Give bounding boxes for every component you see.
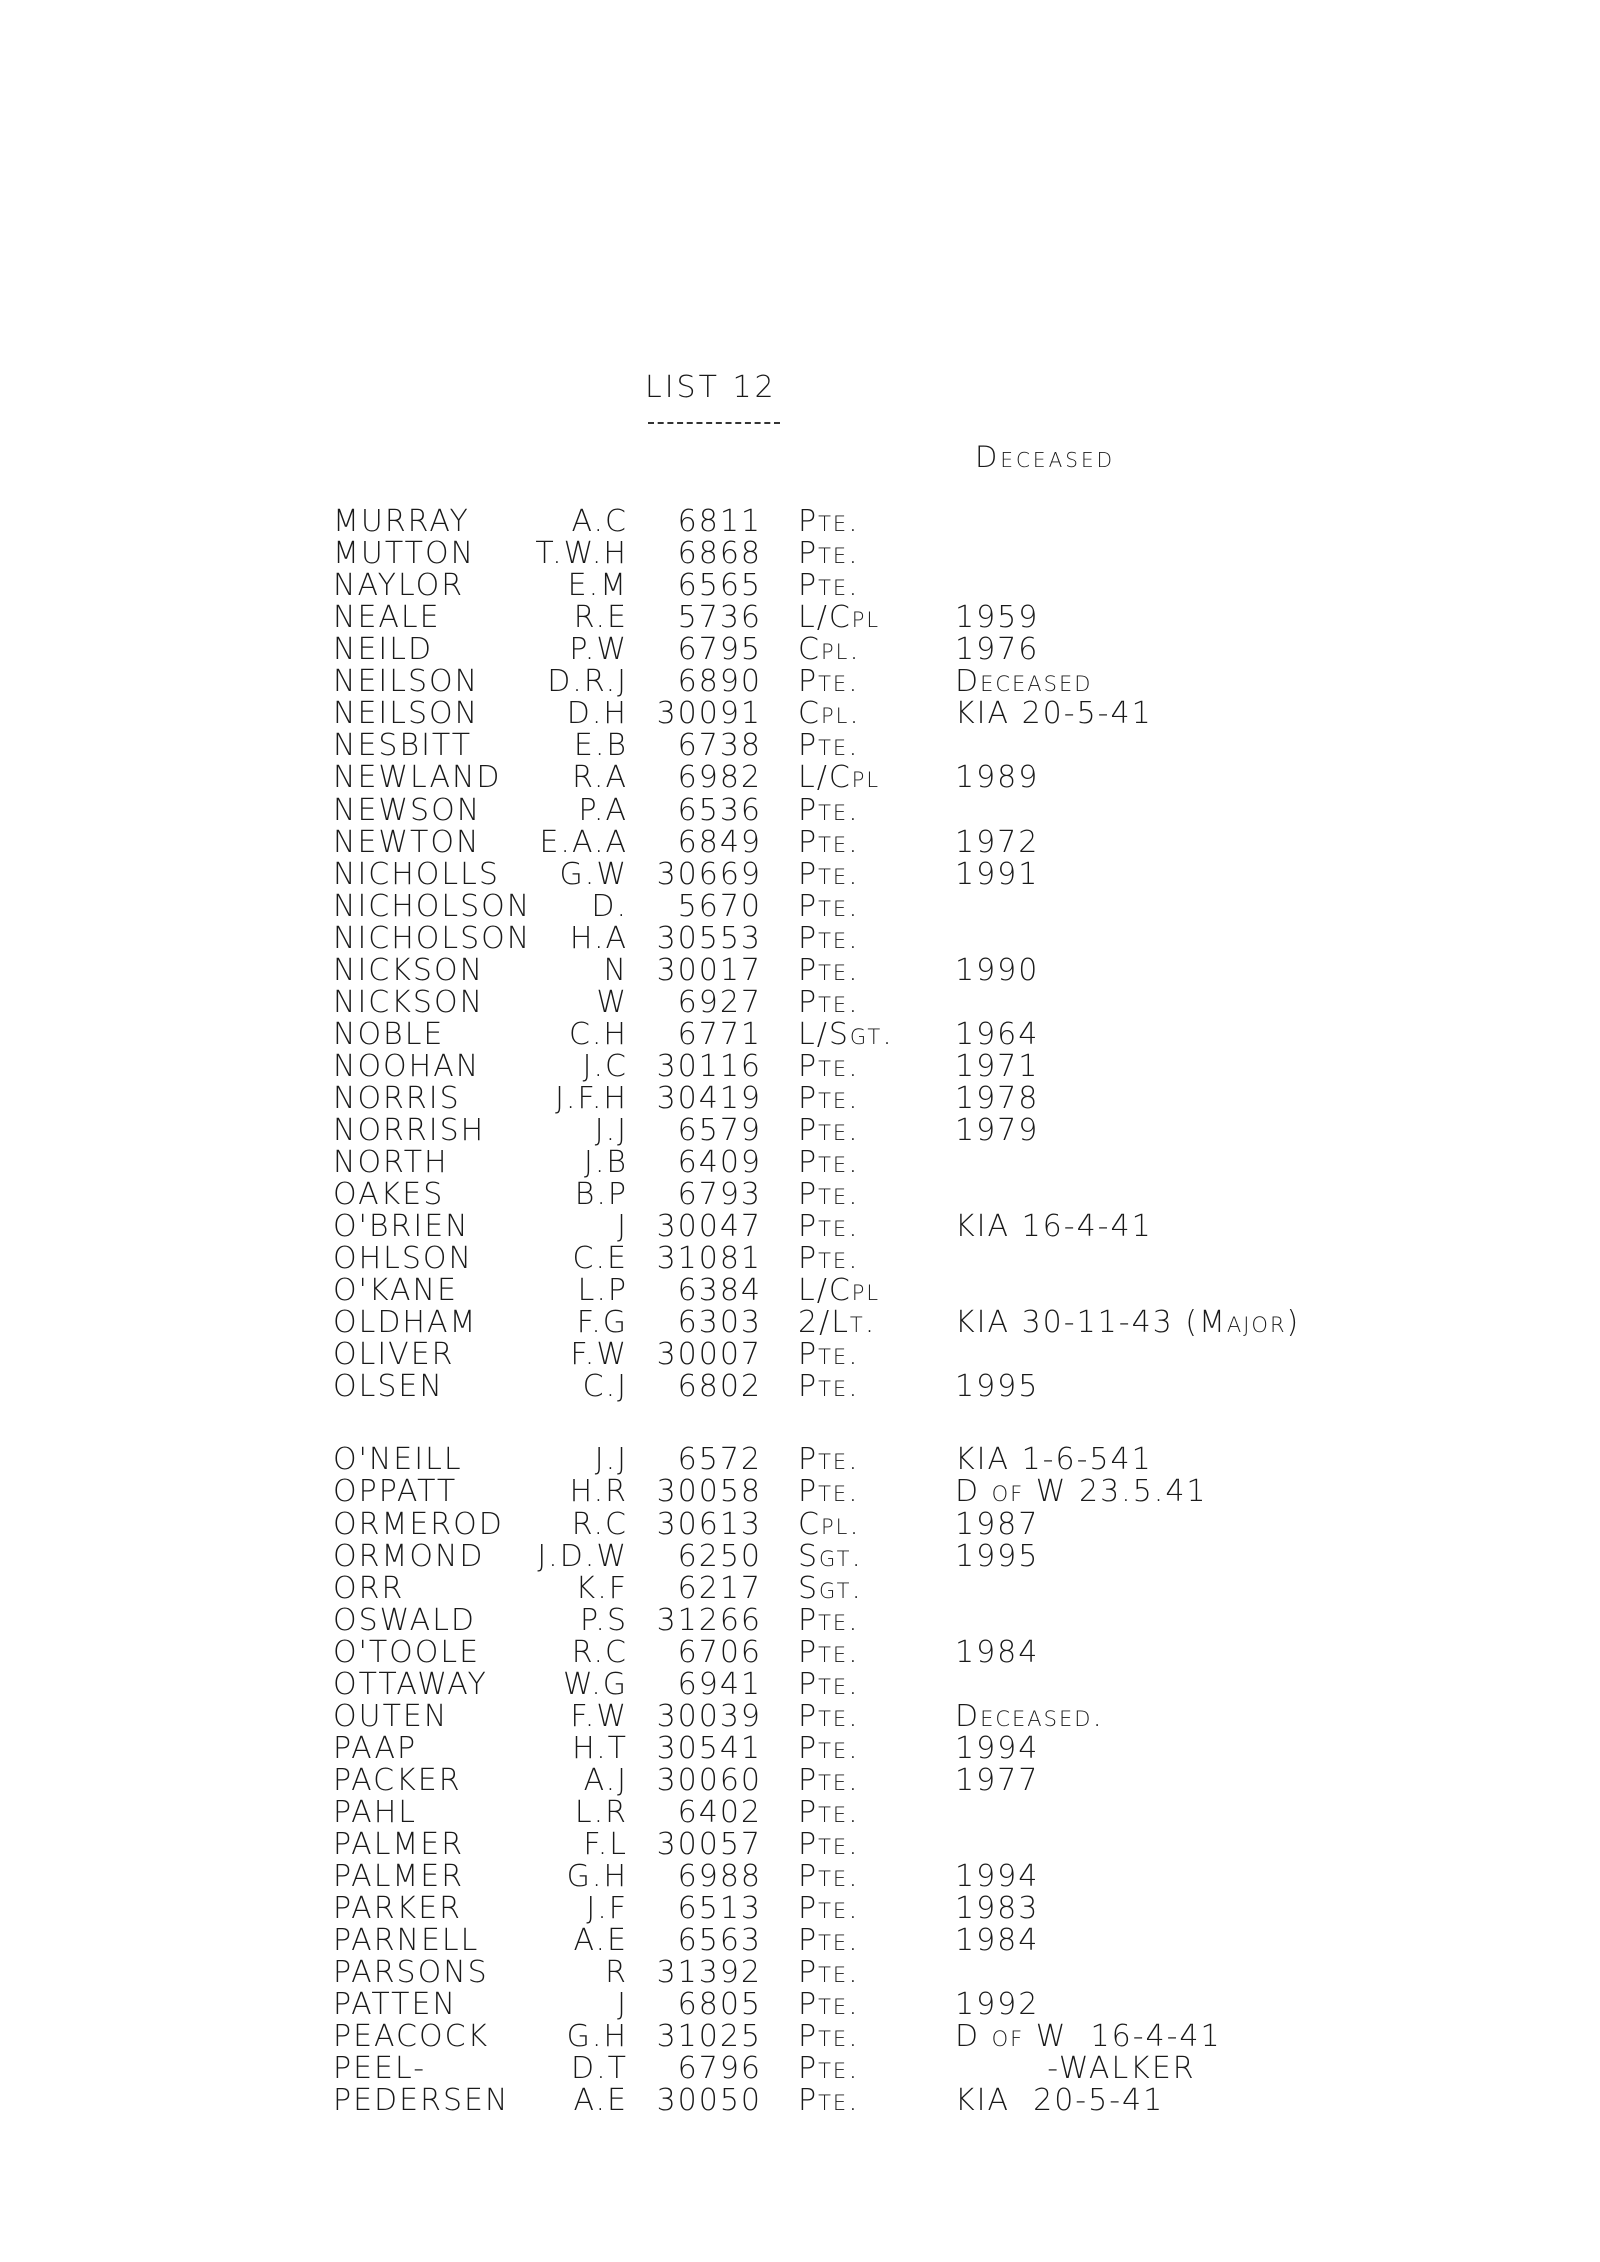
rank-cell: Pte. bbox=[798, 1730, 860, 1766]
note-cell: 1972 bbox=[955, 824, 1040, 860]
initials-cell: F.W bbox=[570, 1337, 628, 1373]
note-cell: 1995 bbox=[955, 1369, 1040, 1405]
surname-cell: NEWTON bbox=[333, 824, 481, 860]
service-number-cell: 6811 bbox=[677, 504, 762, 539]
list-row bbox=[0, 666, 1600, 698]
initials-cell: F.G bbox=[576, 1305, 628, 1341]
surname-cell: O'KANE bbox=[333, 1273, 458, 1309]
surname-cell: OHLSON bbox=[333, 1241, 473, 1277]
list-row bbox=[0, 824, 1600, 860]
rank-cell: Pte. bbox=[798, 1762, 860, 1798]
initials-cell: G.H bbox=[566, 1859, 628, 1894]
initials-cell: R.A bbox=[572, 760, 628, 796]
rank-cell: Pte. bbox=[798, 664, 860, 700]
note-cell: 1994 bbox=[955, 1730, 1040, 1766]
surname-cell: MURRAY bbox=[333, 504, 470, 539]
surname-cell: O'BRIEN bbox=[333, 1209, 470, 1245]
service-number-cell: 30050 bbox=[656, 2083, 762, 2119]
surname-cell: MUTTON bbox=[333, 536, 476, 571]
surname-cell: NORRIS bbox=[333, 1080, 461, 1116]
initials-cell: J.F.H bbox=[555, 1080, 628, 1116]
surname-cell: NOBLE bbox=[333, 1016, 445, 1052]
list-row bbox=[0, 1861, 1600, 1893]
initials-cell: D.H bbox=[566, 696, 628, 732]
surname-cell: OSWALD bbox=[333, 1602, 477, 1638]
rank-cell: Pte. bbox=[798, 824, 860, 860]
service-number-cell: 30007 bbox=[656, 1337, 762, 1373]
surname-cell: OTTAWAY bbox=[333, 1666, 488, 1702]
rank-cell: Pte. bbox=[798, 1112, 860, 1148]
surname-cell: NICHOLSON bbox=[333, 888, 532, 924]
surname-cell: PAAP bbox=[333, 1730, 418, 1766]
surname-cell: NICHOLLS bbox=[333, 856, 500, 892]
service-number-cell: 5670 bbox=[677, 888, 762, 924]
service-number-cell: 30047 bbox=[656, 1209, 762, 1245]
surname-cell: NEALE bbox=[333, 600, 441, 636]
rank-cell: Pte. bbox=[798, 1698, 860, 1734]
list-row bbox=[0, 1957, 1600, 1989]
service-number-cell: 31266 bbox=[656, 1602, 762, 1638]
note-cell: KIA 20-5-41 bbox=[955, 696, 1153, 732]
list-row bbox=[0, 1048, 1600, 1084]
list-row bbox=[0, 602, 1600, 634]
rank-cell: Pte. bbox=[798, 728, 860, 764]
list-row bbox=[0, 1016, 1600, 1052]
note-cell: 1991 bbox=[955, 856, 1040, 892]
list-row bbox=[0, 920, 1600, 956]
note-cell: KIA 20-5-41 bbox=[955, 2083, 1165, 2119]
service-number-cell: 6982 bbox=[677, 760, 762, 796]
surname-cell: PAHL bbox=[333, 1794, 417, 1830]
initials-cell: J.J bbox=[594, 1112, 628, 1148]
surname-cell: NICKSON bbox=[333, 952, 485, 988]
service-number-cell: 6384 bbox=[677, 1273, 762, 1309]
list-row bbox=[0, 762, 1600, 794]
note-cell: 1989 bbox=[955, 760, 1040, 796]
list-row bbox=[0, 1339, 1600, 1371]
rank-cell: Pte. bbox=[798, 1859, 860, 1894]
list-row bbox=[0, 1211, 1600, 1243]
initials-cell: A.E bbox=[573, 2083, 628, 2119]
status-column-header: Deceased bbox=[975, 440, 1115, 474]
rank-cell: Pte. bbox=[798, 1337, 860, 1373]
initials-cell: J bbox=[617, 1209, 628, 1245]
list-row bbox=[0, 538, 1600, 570]
title-underline bbox=[648, 422, 780, 424]
initials-cell: G.H bbox=[566, 2019, 628, 2055]
surname-cell: PEACOCK bbox=[333, 2019, 490, 2055]
initials-cell: E.B bbox=[573, 728, 628, 764]
rank-cell: Sgt. bbox=[798, 1538, 863, 1574]
list-row bbox=[0, 1444, 1600, 1476]
surname-cell: NORRISH bbox=[333, 1112, 486, 1148]
service-number-cell: 30116 bbox=[656, 1048, 762, 1084]
service-number-cell: 6927 bbox=[677, 984, 762, 1020]
list-title: LIST 12 bbox=[645, 370, 777, 405]
note-cell: D of W 23.5.41 bbox=[955, 1474, 1208, 1510]
service-number-cell: 31392 bbox=[656, 1955, 762, 1991]
initials-cell: B.P bbox=[574, 1177, 628, 1212]
list-row bbox=[0, 1762, 1600, 1798]
rank-cell: Pte. bbox=[798, 952, 860, 988]
list-row bbox=[0, 1570, 1600, 1606]
rank-cell: Pte. bbox=[798, 1145, 860, 1180]
rank-cell: Pte. bbox=[798, 1891, 860, 1927]
rank-cell: Pte. bbox=[798, 984, 860, 1020]
service-number-cell: 6402 bbox=[677, 1794, 762, 1830]
surname-cell: NICHOLSON bbox=[333, 920, 532, 956]
surname-cell: PALMER bbox=[333, 1827, 465, 1862]
surname-cell: PARNELL bbox=[333, 1923, 480, 1959]
initials-cell: N bbox=[603, 952, 628, 988]
surname-cell: PACKER bbox=[333, 1762, 462, 1798]
rank-cell: Pte. bbox=[798, 1602, 860, 1638]
rank-cell: Sgt. bbox=[798, 1570, 863, 1606]
initials-cell: W bbox=[596, 984, 628, 1020]
service-number-cell: 6572 bbox=[677, 1442, 762, 1478]
initials-cell: C.E bbox=[572, 1241, 628, 1277]
initials-cell: H.T bbox=[572, 1730, 628, 1766]
initials-cell: A.C bbox=[571, 504, 628, 539]
initials-cell: P.S bbox=[580, 1602, 628, 1638]
initials-cell: D.T bbox=[571, 2051, 628, 2087]
note-cell: 1976 bbox=[955, 632, 1040, 668]
surname-cell: PEDERSEN bbox=[333, 2083, 510, 2119]
initials-cell: H.A bbox=[569, 920, 628, 956]
list-row bbox=[0, 1080, 1600, 1116]
list-row bbox=[0, 1243, 1600, 1275]
service-number-cell: 6513 bbox=[677, 1891, 762, 1927]
service-number-cell: 6738 bbox=[677, 728, 762, 764]
rank-cell: Pte. bbox=[798, 920, 860, 956]
note-cell: Deceased bbox=[955, 664, 1093, 700]
rank-cell: Pte. bbox=[798, 1955, 860, 1991]
rank-cell: Cpl. bbox=[798, 632, 861, 668]
list-row bbox=[0, 698, 1600, 730]
service-number-cell: 30669 bbox=[656, 856, 762, 892]
initials-cell: P.W bbox=[569, 632, 628, 668]
list-row bbox=[0, 792, 1600, 828]
list-row bbox=[0, 1538, 1600, 1574]
initials-cell: J.J bbox=[594, 1442, 628, 1478]
list-row bbox=[0, 1307, 1600, 1339]
service-number-cell: 30419 bbox=[656, 1080, 762, 1116]
list-row bbox=[0, 2085, 1600, 2117]
list-row bbox=[0, 2021, 1600, 2053]
initials-cell: E.A.A bbox=[539, 824, 628, 860]
list-row bbox=[0, 1893, 1600, 1925]
surname-cell: ORMEROD bbox=[333, 1506, 504, 1542]
service-number-cell: 6796 bbox=[677, 2051, 762, 2087]
service-number-cell: 6563 bbox=[677, 1923, 762, 1959]
note-cell: 1995 bbox=[955, 1538, 1040, 1574]
service-number-cell: 6536 bbox=[677, 792, 762, 828]
note-cell: D of W 16-4-41 bbox=[955, 2019, 1222, 2055]
service-number-cell: 30058 bbox=[656, 1474, 762, 1510]
note-cell: 1978 bbox=[955, 1080, 1040, 1116]
note-cell: 1994 bbox=[955, 1859, 1040, 1894]
service-number-cell: 6795 bbox=[677, 632, 762, 668]
surname-cell: NEWLAND bbox=[333, 760, 502, 796]
surname-cell: OLDHAM bbox=[333, 1305, 478, 1341]
note-cell: 1959 bbox=[955, 600, 1040, 636]
note-cell: 1977 bbox=[955, 1762, 1040, 1798]
note-cell: 1964 bbox=[955, 1016, 1040, 1052]
rank-cell: Cpl. bbox=[798, 696, 861, 732]
list-row bbox=[0, 1179, 1600, 1211]
initials-cell: J.B bbox=[583, 1145, 628, 1180]
surname-cell: PALMER bbox=[333, 1859, 465, 1894]
service-number-cell: 6849 bbox=[677, 824, 762, 860]
rank-cell: Pte. bbox=[798, 1827, 860, 1862]
rank-cell: Pte. bbox=[798, 1080, 860, 1116]
note-cell: 1990 bbox=[955, 952, 1040, 988]
rank-cell: L/Cpl bbox=[798, 760, 881, 796]
rank-cell: Pte. bbox=[798, 568, 860, 604]
rank-cell: Pte. bbox=[798, 536, 860, 571]
list-row bbox=[0, 1989, 1600, 2021]
service-number-cell: 6868 bbox=[677, 536, 762, 571]
surname-cell: OLIVER bbox=[333, 1337, 455, 1373]
rank-cell: Pte. bbox=[798, 1177, 860, 1212]
list-row bbox=[0, 634, 1600, 666]
list-row bbox=[0, 1275, 1600, 1307]
service-number-cell: 5736 bbox=[677, 600, 762, 636]
surname-cell: PEEL- bbox=[333, 2051, 427, 2087]
initials-cell: C.J bbox=[582, 1369, 628, 1405]
initials-cell: R bbox=[605, 1955, 628, 1991]
service-number-cell: 6579 bbox=[677, 1112, 762, 1148]
service-number-cell: 31081 bbox=[656, 1241, 762, 1277]
list-row bbox=[0, 1925, 1600, 1957]
surname-cell: NEWSON bbox=[333, 792, 482, 828]
list-row bbox=[0, 952, 1600, 988]
surname-cell: O'NEILL bbox=[333, 1442, 463, 1478]
list-row bbox=[0, 730, 1600, 762]
service-number-cell: 6303 bbox=[677, 1305, 762, 1341]
surname-cell: OAKES bbox=[333, 1177, 445, 1212]
service-number-cell: 30091 bbox=[656, 696, 762, 732]
service-number-cell: 6805 bbox=[677, 1987, 762, 2023]
initials-cell: K.F bbox=[575, 1570, 628, 1606]
surname-cell: NEILSON bbox=[333, 696, 480, 732]
list-row bbox=[0, 2053, 1600, 2085]
surname-cell: OLSEN bbox=[333, 1369, 444, 1405]
list-row bbox=[0, 1666, 1600, 1702]
service-number-cell: 30057 bbox=[656, 1827, 762, 1862]
note-cell: 1987 bbox=[955, 1506, 1040, 1542]
list-row bbox=[0, 856, 1600, 892]
list-row bbox=[0, 1634, 1600, 1670]
surname-cell: NEILSON bbox=[333, 664, 480, 700]
surname-cell: PARSONS bbox=[333, 1955, 489, 1991]
note-cell: KIA 16-4-41 bbox=[955, 1209, 1153, 1245]
surname-cell: NICKSON bbox=[333, 984, 485, 1020]
service-number-cell: 30553 bbox=[656, 920, 762, 956]
surname-cell: O'TOOLE bbox=[333, 1634, 481, 1670]
surname-cell: PARKER bbox=[333, 1891, 463, 1927]
rank-cell: 2/Lt. bbox=[798, 1305, 877, 1341]
rank-cell: Pte. bbox=[798, 1369, 860, 1405]
service-number-cell: 30039 bbox=[656, 1698, 762, 1734]
list-row bbox=[0, 888, 1600, 924]
note-cell: 1971 bbox=[955, 1048, 1040, 1084]
note-cell: KIA 30-11-43 (Major) bbox=[955, 1305, 1301, 1341]
initials-cell: J bbox=[617, 1987, 628, 2023]
service-number-cell: 6217 bbox=[677, 1570, 762, 1606]
note-cell: 1983 bbox=[955, 1891, 1040, 1927]
note-cell: 1984 bbox=[955, 1634, 1040, 1670]
service-number-cell: 30613 bbox=[656, 1506, 762, 1542]
rank-cell: Pte. bbox=[798, 1666, 860, 1702]
rank-cell: Pte. bbox=[798, 1209, 860, 1245]
initials-cell: R.C bbox=[571, 1506, 628, 1542]
note-cell: 1992 bbox=[955, 1987, 1040, 2023]
rank-cell: Pte. bbox=[798, 2083, 860, 2119]
note-cell: Deceased. bbox=[955, 1698, 1104, 1734]
surname-cell: NOOHAN bbox=[333, 1048, 481, 1084]
rank-cell: Pte. bbox=[798, 1987, 860, 2023]
service-number-cell: 31025 bbox=[656, 2019, 762, 2055]
initials-cell: C.H bbox=[568, 1016, 628, 1052]
list-row bbox=[0, 506, 1600, 538]
initials-cell: L.P bbox=[577, 1273, 628, 1309]
rank-cell: Pte. bbox=[798, 1048, 860, 1084]
list-row bbox=[0, 1602, 1600, 1638]
rank-cell: Pte. bbox=[798, 1923, 860, 1959]
note-cell: KIA 1-6-541 bbox=[955, 1442, 1153, 1478]
rank-cell: L/Sgt. bbox=[798, 1016, 894, 1052]
surname-cell: ORR bbox=[333, 1570, 405, 1606]
service-number-cell: 6793 bbox=[677, 1177, 762, 1212]
initials-cell: R.E bbox=[573, 600, 628, 636]
service-number-cell: 6941 bbox=[677, 1666, 762, 1702]
service-number-cell: 30017 bbox=[656, 952, 762, 988]
list-row bbox=[0, 1730, 1600, 1766]
initials-cell: J.F bbox=[586, 1891, 628, 1927]
rank-cell: Pte. bbox=[798, 888, 860, 924]
list-row bbox=[0, 1147, 1600, 1179]
surname-cell: NORTH bbox=[333, 1145, 449, 1180]
initials-cell: F.L bbox=[583, 1827, 628, 1862]
initials-cell: J.C bbox=[582, 1048, 628, 1084]
rank-cell: Pte. bbox=[798, 504, 860, 539]
list-row bbox=[0, 1794, 1600, 1830]
list-row bbox=[0, 1829, 1600, 1861]
initials-cell: A.E bbox=[573, 1923, 628, 1959]
note-cell: 1979 bbox=[955, 1112, 1040, 1148]
surname-cell: OPPATT bbox=[333, 1474, 458, 1510]
list-row bbox=[0, 984, 1600, 1020]
surname-cell: NESBITT bbox=[333, 728, 473, 764]
service-number-cell: 6771 bbox=[677, 1016, 762, 1052]
service-number-cell: 6802 bbox=[677, 1369, 762, 1405]
list-row bbox=[0, 1112, 1600, 1148]
initials-cell: F.W bbox=[570, 1698, 628, 1734]
service-number-cell: 6250 bbox=[677, 1538, 762, 1574]
list-row bbox=[0, 570, 1600, 602]
rank-cell: Pte. bbox=[798, 1442, 860, 1478]
service-number-cell: 6409 bbox=[677, 1145, 762, 1180]
rank-cell: L/Cpl bbox=[798, 1273, 881, 1309]
initials-cell: E.M bbox=[567, 568, 628, 604]
initials-cell: D. bbox=[591, 888, 628, 924]
surname-cell: OUTEN bbox=[333, 1698, 449, 1734]
initials-cell: R.C bbox=[571, 1634, 628, 1670]
surname-cell: ORMOND bbox=[333, 1538, 485, 1574]
rank-cell: Pte. bbox=[798, 792, 860, 828]
note-cell: 1984 bbox=[955, 1923, 1040, 1959]
rank-cell: Pte. bbox=[798, 856, 860, 892]
service-number-cell: 6988 bbox=[677, 1859, 762, 1894]
initials-cell: P.A bbox=[578, 792, 628, 828]
initials-cell: T.W.H bbox=[535, 536, 628, 571]
initials-cell: L.R bbox=[574, 1794, 628, 1830]
rank-cell: L/Cpl bbox=[798, 600, 881, 636]
initials-cell: A.J bbox=[583, 1762, 628, 1798]
rank-cell: Pte. bbox=[798, 1794, 860, 1830]
surname-cell: NAYLOR bbox=[333, 568, 465, 604]
rank-cell: Pte. bbox=[798, 1241, 860, 1277]
rank-cell: Pte. bbox=[798, 1634, 860, 1670]
list-row bbox=[0, 1506, 1600, 1542]
initials-cell: G.W bbox=[559, 856, 628, 892]
rank-cell: Cpl. bbox=[798, 1506, 861, 1542]
service-number-cell: 30541 bbox=[656, 1730, 762, 1766]
service-number-cell: 6565 bbox=[677, 568, 762, 604]
rank-cell: Pte. bbox=[798, 1474, 860, 1510]
initials-cell: W.G bbox=[562, 1666, 628, 1702]
list-row bbox=[0, 1371, 1600, 1403]
service-number-cell: 6890 bbox=[677, 664, 762, 700]
surname-cell: PATTEN bbox=[333, 1987, 457, 2023]
rank-cell: Pte. bbox=[798, 2051, 860, 2087]
initials-cell: H.R bbox=[569, 1474, 628, 1510]
initials-cell: J.D.W bbox=[537, 1538, 628, 1574]
note-cell: -WALKER bbox=[955, 2051, 1196, 2087]
service-number-cell: 30060 bbox=[656, 1762, 762, 1798]
list-row bbox=[0, 1476, 1600, 1508]
service-number-cell: 6706 bbox=[677, 1634, 762, 1670]
initials-cell: D.R.J bbox=[547, 664, 628, 700]
list-row bbox=[0, 1698, 1600, 1734]
rank-cell: Pte. bbox=[798, 2019, 860, 2055]
surname-cell: NEILD bbox=[333, 632, 434, 668]
